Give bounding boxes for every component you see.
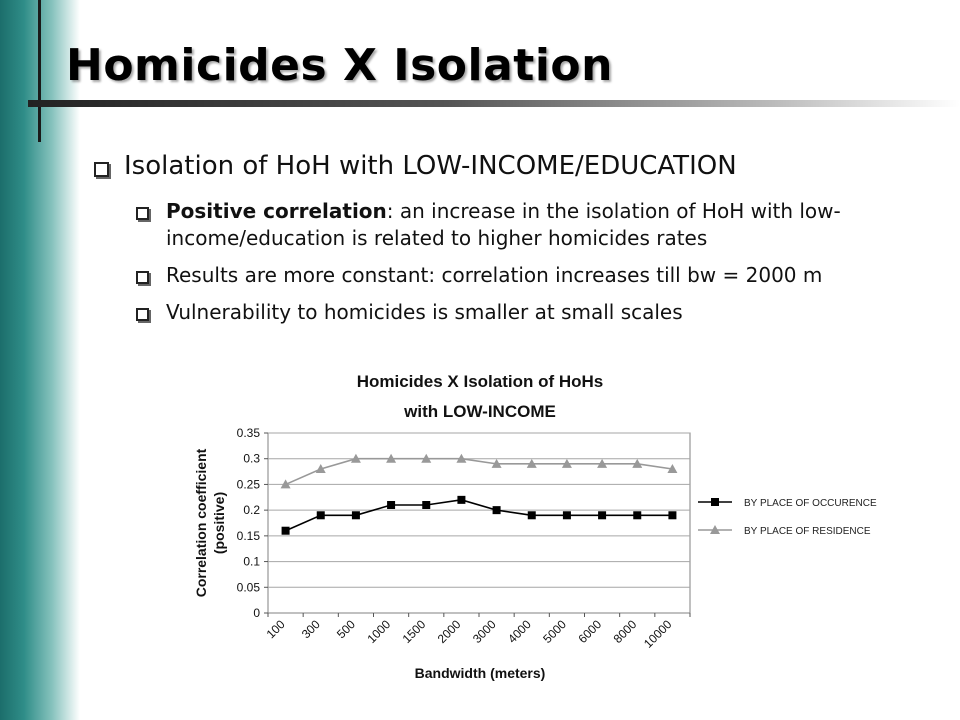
y-tick-label: 0.2 [243, 503, 260, 518]
chart-title: Homicides X Isolation of HoHs [356, 372, 604, 391]
y-tick-label: 0.05 [236, 580, 260, 595]
main-bullet [94, 150, 954, 184]
line-chart [170, 360, 930, 690]
x-tick-label: 1500 [399, 617, 429, 647]
x-tick-label: 1000 [364, 617, 394, 647]
sub-bullet-2-text: Results are more constant: correlation increases till bw = 2000 m [166, 262, 823, 287]
y-tick-label: 0.3 [243, 451, 260, 466]
x-axis-title: Bandwidth (meters) [414, 665, 546, 681]
y-tick-label: 0.25 [236, 477, 260, 492]
x-tick-label: 3000 [469, 617, 499, 647]
main-bullet-text: Isolation of HoH with LOW-INCOME/EDUCATION [124, 151, 737, 181]
y-tick-label: 0.35 [236, 426, 260, 440]
x-tick-label: 8000 [610, 617, 640, 647]
x-tick-label: 10000 [641, 617, 675, 651]
title-vertical-rule [38, 0, 41, 142]
data-point [528, 511, 536, 519]
square-bullet-icon [136, 308, 149, 321]
x-tick-label: 5000 [540, 617, 570, 647]
x-tick-label: 300 [298, 617, 323, 642]
square-bullet-icon [94, 162, 109, 177]
square-bullet-icon [136, 207, 149, 220]
x-tick-label: 2000 [434, 617, 464, 647]
legend-label-2: BY PLACE OF RESIDENCE [744, 526, 871, 537]
data-point [493, 506, 501, 514]
x-tick-label: 4000 [505, 617, 534, 647]
y-tick-label: 0.1 [243, 554, 260, 569]
data-point [563, 511, 571, 519]
x-tick-label: 500 [333, 617, 359, 642]
bullet-list [94, 150, 954, 336]
square-bullet-icon [136, 271, 149, 284]
data-point [422, 501, 430, 509]
legend-label-1: BY PLACE OF OCCURENCE [744, 498, 877, 509]
data-point [711, 498, 719, 506]
plot-area [268, 433, 690, 613]
y-tick-label: 0.15 [236, 528, 260, 543]
sub-bullet-3-text: Vulnerability to homicides is smaller at small scales [166, 299, 683, 324]
y-tick-label: 0 [253, 606, 260, 620]
data-point [668, 511, 676, 519]
data-point [282, 527, 290, 535]
sub-bullet-1 [136, 198, 954, 252]
x-tick-label: 6000 [575, 617, 605, 647]
chart-subtitle: with LOW-INCOME [404, 402, 556, 421]
data-point [317, 511, 325, 519]
x-tick-label: 100 [263, 617, 288, 642]
sub-bullet-1-bold: Positive correlation [166, 198, 387, 223]
data-point [633, 511, 641, 519]
y-axis-title-line-2: (positive) [211, 491, 227, 555]
data-point [387, 501, 395, 509]
data-point [598, 511, 606, 519]
sub-bullet-2 [136, 262, 954, 289]
data-point [352, 511, 360, 519]
slide-title: Homicides X Isolation [66, 40, 613, 91]
data-point [457, 496, 465, 504]
title-horizontal-rule [28, 100, 960, 107]
sub-bullet-1-text: : an increase in the isolation of HoH with low-income/education is related to higher homicides rates [166, 198, 841, 250]
sub-bullet-3 [136, 299, 954, 326]
y-axis-title-line-1: Correlation coefficient [193, 448, 209, 598]
